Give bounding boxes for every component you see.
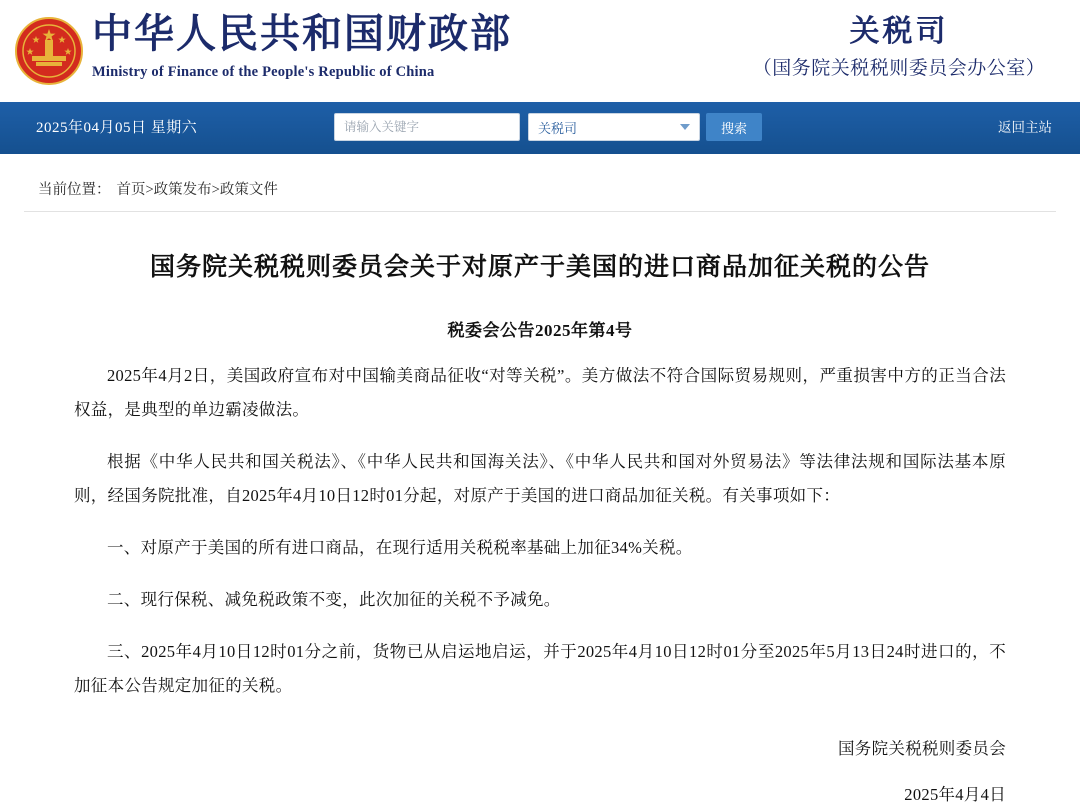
ministry-title-block [92, 10, 512, 82]
content-area [0, 154, 1080, 811]
department-title-block [734, 12, 1064, 84]
document-date: 2025年4月4日 [904, 785, 1006, 804]
search-input[interactable] [334, 113, 520, 141]
document-signature: 国务院关税税则委员会 [838, 739, 1006, 758]
document-paragraph: 一、对原产于美国的所有进口商品，在现行适用关税税率基础上加征34%关税。 [107, 538, 693, 557]
current-date: 2025年04月05日 星期六 [36, 120, 198, 136]
breadcrumb [24, 154, 1056, 212]
china-national-emblem-icon [14, 16, 84, 86]
breadcrumb-label: 当前位置： [38, 182, 111, 198]
site-navbar [0, 102, 1080, 154]
document-paragraph: 三、2025年4月10日12时01分之前，货物已从启运地启运，并于2025年4月10日12时01分至2025年5月13日24时进口的，不加征本公告规定加征的关税。 [74, 642, 1006, 695]
document-body [24, 250, 1056, 811]
search-scope-select[interactable] [528, 113, 700, 141]
document-paragraph: 二、现行保税、减免税政策不变，此次加征的关税不予减免。 [107, 590, 561, 609]
chevron-down-icon [680, 124, 690, 130]
search-scope-value: 关税司 [538, 120, 578, 136]
breadcrumb-path: 首页>政策发布>政策文件 [116, 182, 278, 198]
document-paragraph: 2025年4月2日，美国政府宣布对中国输美商品征收“对等关税”。美方做法不符合国际贸易规则，严重损害中方的正当合法权益，是典型的单边霸凌做法。 [74, 366, 1006, 419]
page-title: 国务院关税税则委员会关于对原产于美国的进口商品加征关税的公告 [149, 254, 930, 281]
document-paragraph: 根据《中华人民共和国关税法》、《中华人民共和国海关法》、《中华人民共和国对外贸易法》等法律法规和国际法基本原则，经国务院批准，自2025年4月10日12时01分起，对原产于美国的进口商品加征关税。有关事项如下： [74, 452, 1006, 505]
ministry-title-en: Ministry of Finance of the People's Republic of China [92, 64, 435, 80]
search-button[interactable]: 搜索 [706, 113, 762, 141]
document-number: 税委会公告2025年第4号 [447, 321, 633, 340]
return-home-link[interactable]: 返回主站 [998, 120, 1052, 135]
site-masthead [0, 0, 1080, 102]
department-subtitle: （国务院关税税则委员会办公室） [752, 58, 1046, 79]
department-name: 关税司 [849, 15, 949, 48]
ministry-title-cn: 中华人民共和国财政部 [92, 11, 512, 56]
